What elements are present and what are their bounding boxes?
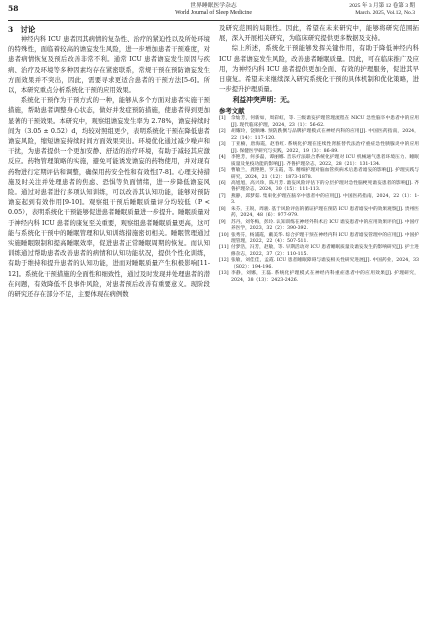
header-rule	[8, 20, 419, 21]
issue-info-cn: 2025 年 3 月第 12 卷第 3 期	[349, 3, 415, 9]
reference-item: [7] 燕静，邱梦茹. 集束化护理在脑卒中患者中的应用[J]. 中国医药指南，2024，22（1）：1-3.	[219, 193, 419, 206]
body-paragraph: 系统化干预作为干预方式的一种，能够从多个方面对患者实施干预措施，帮助患者调整身心状态，做好并发症预防措施，使患者得到更加显著的干预效果。本研究中，观察组谵妄发生率为 2.78%，谵妄持续时间为（3.05 ± 0.52）d，均较对照组更少，表明系统化干预在降低患者谵妄风险，缩短谵妄持续时间方面效果突出。环境优化通过减少噪声和干扰，为患者提供一个更加安静、舒适的治疗环境，有助于减轻其应激反应。药物管理策略的实施，避免可能诱发谵妄的药物使用，并对现有药物进行定期评估和调整，确保用药安全性和有效性[7-8]。心理支持措施及时关注并处理患者的焦虑、恐惧等负面情绪，进一步降低谵妄风险。通过对患者进行多项认知训练，可以改善其认知功能，能够对预防谵妄起到有效作用[9-10]。观察组干预后睡眠质量评分均较低（P < 0.05），表明系统化干预能够促进患者睡眠质量进一步提升。睡眠质量对于神经内科 ICU 患者的康复至关重要，观察组患者睡眠质量更高，这可能与系统化干预中的睡眠管理和认知训练措施密切相关。睡眠管理通过实施睡眠限制和提高睡眠效率，促进患者正常睡眠周期的恢复。而认知训练通过帮助患者改善患者的病情和认知功能状况，提供个性化训练，有助于维持和提升患者的认知功能，进而对睡眠质量产生积极影响[11-12]。系统化干预措施的全面性和细致性，通过及时发现并处理患者的潜在问题，有效降低不良事件风险，对患者预后改善有重要意义。现阶段的研究还存在部分不足，主要体现在病例数	[8, 97, 210, 299]
reference-item: [12] 张敏，刘佳佳，孟霞. ICU 患者睡眠障碍与谵妄相关性研究进展[J]. 中国药业，2024，33（S02）：194-196.	[219, 258, 419, 270]
reference-item: [4] 李艳芳，何多磊，谭丽娜. 音乐疗法联合系统化护理对 ICU 机械通气患者环境压力、睡眠质量及免疫功能的影响[J]. 齐鲁护理杂志，2022，28（21）：131-134.	[219, 155, 419, 167]
page-number: 58	[8, 4, 19, 13]
reference-item: [13] 李静，刘娜，王磊. 系统化护理模式在神经内科重症患者中的应用效果[J]. 护理研究，2024，38（13）：2423-2426.	[219, 271, 419, 283]
reference-item: [3] 丁亚楠，唐海霞，赵春红. 系统化护理在连续性肾脏替代法治疗重症急性胰腺炎中的应用[J]. 保健医学研究与实践，2022，19（3）：86-89.	[219, 142, 419, 154]
reference-item: [8] 朱芬，王锐，周骏. 基于风险评估的循证护理在预防 ICU 患者谵妄中的效果观察[J]. 贵州医药，2024，48（6）：977-979.	[219, 206, 419, 219]
section-heading: 3 讨论	[8, 25, 36, 34]
body-paragraph: 神经内科 ICU 患者因其病情的复杂性、治疗的紧迫性以及所处环境的特殊性，面临着较高的谵妄发生风险，进一步增加患者干预难度，对患者病情恢复及预后改善非常不利。通常 ICU 患者谵妄发生原因与疾病、治疗及环境等多种因素均存在紧密联系，常规干预在预防谵妄发生方面效果并不突出，因此，需要寻求更适合患者的干预方法[5-6]。所以，本研究重点分析系统化干预的应用效果。	[8, 36, 210, 95]
reference-item: [10] 张秀芬，杨浦霞，戴美华. 综合护理干预在神经内科 ICU 患者谵妄管理中的应用[J]. 中国护理管理，2022，22（4）：507-511.	[219, 232, 419, 245]
reference-item: [2] 胡耀玲，饶顺琳. 预防跌倒与品牌护理模式在神经内科的应用[J]. 中国医药指南，2024，22（14）：117-120.	[219, 129, 419, 141]
reference-item: [9] 苏丹，刘冬梅，彭玲. 认知训练在神经外科术后 ICU 谵妄患者中的应用效果评价[J]. 中国疗养医学，2023，32（2）：390-392.	[219, 219, 419, 232]
reference-item: [1] 佘灿芳，何新如，周彩虹，等. 三级谵妄护理管理流程在 NICU 急性脑卒中患者中的应用[J]. 现代临床护理，2024，23（1）：56-62.	[219, 116, 419, 128]
references-heading: 参考文献	[219, 107, 245, 116]
page-header	[0, 0, 427, 24]
issue-info-en: March. 2025, Vol.12, No.3	[355, 10, 415, 16]
reference-item: [6] 高旭旭，高兴珍，陈月芳. 谵妄风险评估下的分层护理对急性脑梗死谵妄患者的影响[J]. 齐鲁护理杂志，2024，30（15）：111-113.	[219, 180, 419, 193]
conflict-statement: 利益冲突声明：无。	[232, 96, 294, 105]
body-paragraph: 及研究范围的局限性。因此，希望在未来研究中，能够将研究范围拓展，深入开展相关研究，为临床研究提供更多数据及支持。	[219, 25, 419, 43]
reference-item: [11] 付梦浩，冯芳，赵敏，等. 早期活动对 ICU 患者睡眠质量及谵妄发生的影响研究[J]. 护士进修杂志，2022，37（2）：110-115.	[219, 245, 419, 257]
journal-title-en: World Journal of Sleep Medicine	[175, 10, 252, 16]
reference-list	[219, 116, 419, 284]
left-column	[8, 24, 210, 300]
journal-title-cn: 世界睡眠医学杂志	[190, 3, 237, 9]
reference-item: [5] 曹敏兰，龚艳艳，罗玉霞，等. 精细护理对脑血管疾病术后患者谵妄的影响[J]. 护理实践与研究，2024，21（12）：1873-1878.	[219, 168, 419, 180]
right-column	[219, 24, 419, 284]
body-paragraph: 综上所述，系统化干预能够发挥关键作用，有助于降低神经内科 ICU 患者谵妄发生风险，改善患者睡眠质量。因此，可在临床推广及应用，为神经内科 ICU 患者提供更加全面、有效的护理服务，促进其早日康复。希望未来继续深入研究系统化干预的具体机制和优化策略，进一步提升护理质量。	[219, 45, 419, 94]
